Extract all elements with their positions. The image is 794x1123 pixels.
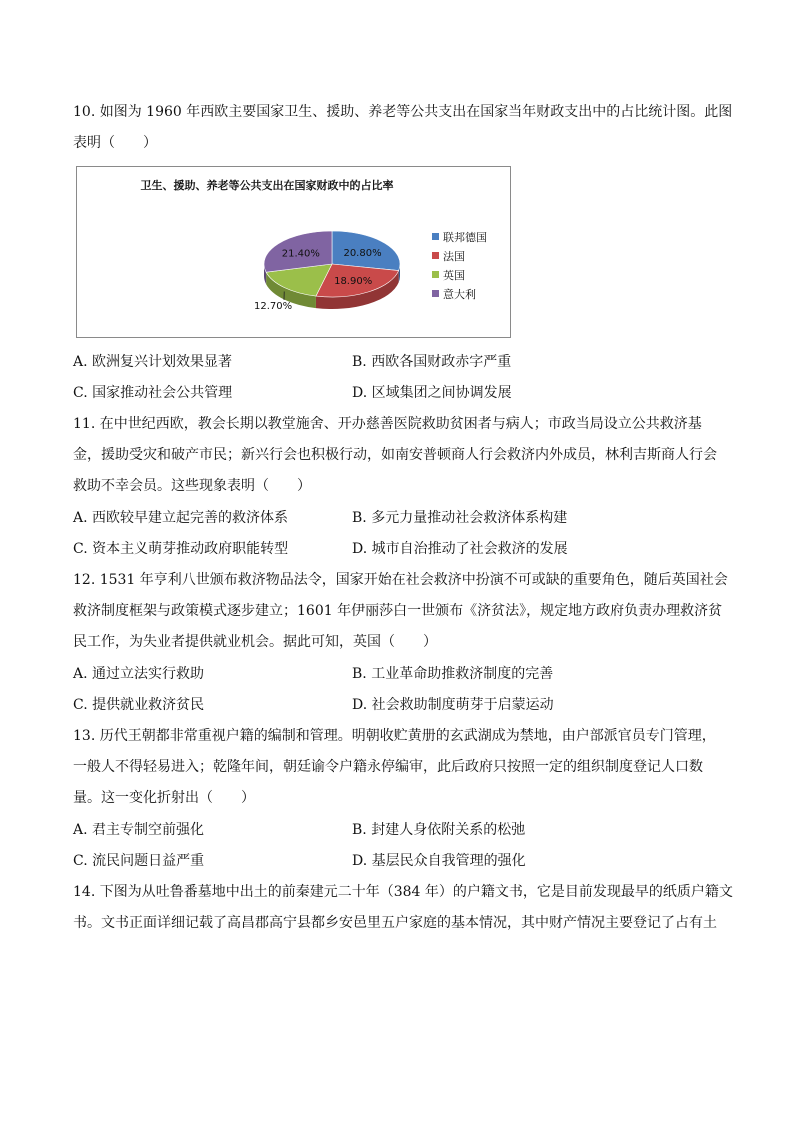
pie-value-label: 21.40% bbox=[281, 248, 320, 260]
legend-label: 联邦德国 bbox=[443, 230, 487, 244]
q10-option-c[interactable]: C. 国家推动社会公共管理 bbox=[73, 385, 233, 401]
legend-item-italy bbox=[432, 284, 487, 303]
legend-item-uk bbox=[432, 265, 487, 284]
legend-swatch bbox=[432, 271, 439, 278]
q11-stem-line3: 救助不幸会员。这些现象表明（ ） bbox=[73, 478, 311, 494]
legend-label: 法国 bbox=[443, 249, 465, 263]
legend-swatch bbox=[432, 290, 439, 297]
q13-stem-line1: 13. 历代王朝都非常重视户籍的编制和管理。明朝收贮黄册的玄武湖成为禁地，由户部派官员专门管理， bbox=[73, 728, 716, 744]
q12-stem-line1: 12. 1531 年亨利八世颁布救济物品法令，国家开始在社会救济中扮演不可或缺的重要角色，随后英国社会 bbox=[73, 572, 728, 588]
legend-label: 英国 bbox=[443, 268, 465, 282]
q13-stem-line3: 量。这一变化折射出（ ） bbox=[73, 790, 255, 806]
pie-value-label: 18.90% bbox=[334, 276, 373, 288]
q12-option-d[interactable]: D. 社会救助制度萌芽于启蒙运动 bbox=[352, 697, 554, 713]
q13-option-a[interactable]: A. 君主专制空前强化 bbox=[73, 822, 205, 838]
q10-option-b[interactable]: B. 西欧各国财政赤字严重 bbox=[352, 354, 512, 370]
legend-item-germany bbox=[432, 227, 487, 246]
q11-stem-line1: 11. 在中世纪西欧，教会长期以教堂施舍、开办慈善医院救助贫困者与病人；市政当局设立公共救济基 bbox=[73, 416, 702, 432]
q10-stem-line1: 10. 如图为 1960 年西欧主要国家卫生、援助、养老等公共支出在国家当年财政支出中的占比统计图。此图 bbox=[73, 104, 733, 120]
q13-option-b[interactable]: B. 封建人身依附关系的松弛 bbox=[352, 822, 526, 838]
q10-option-a[interactable]: A. 欧洲复兴计划效果显著 bbox=[73, 354, 233, 370]
q12-option-c[interactable]: C. 提供就业救济贫民 bbox=[73, 697, 205, 713]
q14-stem-line1: 14. 下图为从吐鲁番墓地中出土的前秦建元二十年（384 年）的户籍文书，它是目前发现最早的纸质户籍文 bbox=[73, 884, 733, 900]
pie-value-label: 12.70% bbox=[254, 301, 293, 312]
pie-chart-figure bbox=[76, 166, 511, 338]
q10-stem-line2: 表明（ ） bbox=[73, 135, 157, 151]
q14-stem-line2: 书。文书正面详细记载了高昌郡高宁县都乡安邑里五户家庭的基本情况，其中财产情况主要登记了占有土 bbox=[73, 915, 717, 931]
legend-item-france bbox=[432, 246, 487, 265]
q13-stem-line2: 一般人不得轻易进入；乾隆年间，朝廷谕令户籍永停编审，此后政府只按照一定的组织制度登记人口数 bbox=[73, 759, 703, 775]
legend-swatch bbox=[432, 252, 439, 259]
q11-stem-line2: 金，援助受灾和破产市民；新兴行会也积极行动，如南安普顿商人行会救济内外成员，林利吉斯商人行会 bbox=[73, 447, 717, 463]
q10-option-d[interactable]: D. 区域集团之间协调发展 bbox=[352, 385, 512, 401]
q12-stem-line3: 民工作，为失业者提供就业机会。据此可知，英国（ ） bbox=[73, 634, 437, 650]
legend-swatch bbox=[432, 233, 439, 240]
q12-stem-line2: 救济制度框架与政策模式逐步建立；1601 年伊丽莎白一世颁布《济贫法》，规定地方政府负责办理救济贫 bbox=[73, 603, 723, 619]
q11-option-c[interactable]: C. 资本主义萌芽推动政府职能转型 bbox=[73, 541, 289, 557]
q13-option-d[interactable]: D. 基层民众自我管理的强化 bbox=[352, 853, 526, 869]
q13-option-c[interactable]: C. 流民问题日益严重 bbox=[73, 853, 205, 869]
q11-option-b[interactable]: B. 多元力量推动社会救济体系构建 bbox=[352, 510, 568, 526]
q12-option-a[interactable]: A. 通过立法实行救助 bbox=[73, 666, 205, 682]
chart-legend bbox=[432, 227, 487, 303]
legend-label: 意大利 bbox=[443, 287, 476, 301]
chart-title: 卫生、援助、养老等公共支出在国家财政中的占比率 bbox=[140, 179, 394, 192]
q12-option-b[interactable]: B. 工业革命助推救济制度的完善 bbox=[352, 666, 554, 682]
pie-value-label: 20.80% bbox=[343, 247, 382, 259]
q11-option-a[interactable]: A. 西欧较早建立起完善的救济体系 bbox=[73, 510, 289, 526]
q11-option-d[interactable]: D. 城市自治推动了社会救济的发展 bbox=[352, 541, 568, 557]
